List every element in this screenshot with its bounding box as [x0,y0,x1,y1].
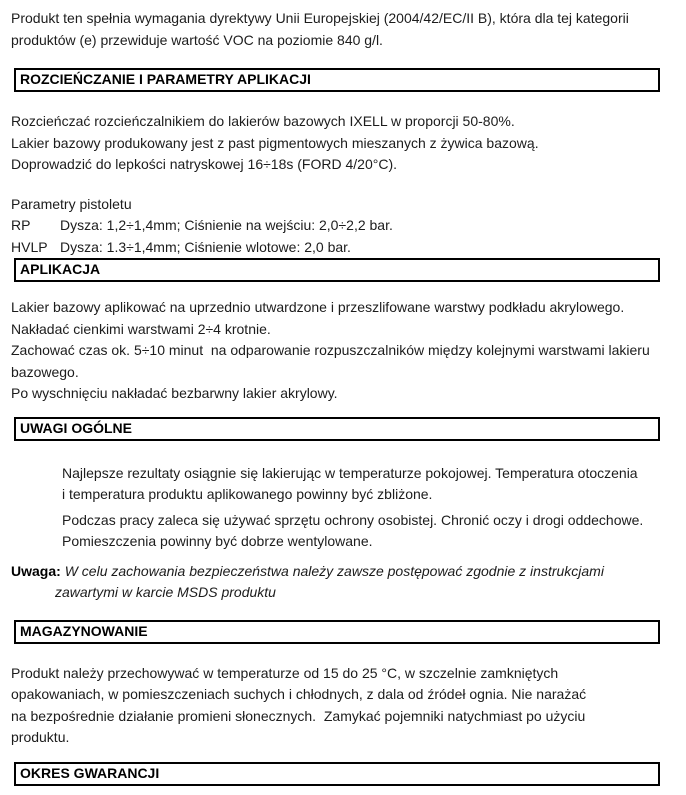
dilution-line-1: Rozcieńczać rozcieńczalnikiem do lakierów bazowych IXELL w proporcji 50-80%. [11,113,515,129]
application-line-4: bazowego. [11,363,79,380]
section-header-general-notes: UWAGI OGÓLNE [14,417,660,441]
gun-type-label: HVLP [11,238,48,255]
general-notes-line-4: Pomieszczenia powinny być dobrze wentylowane. [62,533,373,549]
storage-line-2: opakowaniach, w pomieszczeniach suchych i chłodnych, z dala od źródeł ognia. Nie narażać [11,686,587,702]
intro-line-1: Produkt ten spełnia wymagania dyrektywy Unii Europejskiej (2004/42/EC/II B), która dla tej kategorii [11,10,629,26]
section-header-warranty: OKRES GWARANCJI [14,762,660,786]
application-line-3: Zachować czas ok. 5÷10 minut na odparowanie rozpuszczalników między kolejnymi warstwami lakieru [11,342,650,358]
dilution-line-3: Doprowadzić do lepkości natryskowej 16÷18s (FORD 4/20°C). [11,156,397,172]
section-header-dilution: ROZCIEŃCZANIE I PARAMETRY APLIKACJI [14,68,660,92]
note-label: Uwaga: [11,562,61,579]
intro-paragraph [11,8,660,51]
storage-paragraph [11,663,660,749]
application-line-5: Po wyschnięciu nakładać bezbarwny lakier akrylowy. [11,385,338,401]
safety-note-line-2: zawartymi w karcie MSDS produktu [55,584,276,600]
general-notes-indented-block [62,463,660,553]
section-header-storage: MAGAZYNOWANIE [14,620,660,644]
storage-line-4: produktu. [11,729,70,745]
gun-spec-value: Dysza: 1,2÷1,4mm; Ciśnienie na wejściu: 2,0÷2,2 bar. [60,217,393,233]
storage-line-3: na bezpośrednie działanie promieni słonecznych. Zamykać pojemniki natychmiast po użyciu [11,707,586,724]
general-notes-paragraph-2 [62,510,660,553]
general-notes-line-1: Najlepsze rezultaty osiągnie się lakierując w temperaturze pokojowej. Temperatura otoczenia [62,464,638,481]
intro-line-2: produktów (e) przewiduje wartość VOC na poziomie 840 g/l. [11,31,383,48]
gun-parameters-row-rp [11,215,660,237]
dilution-line-2: Lakier bazowy produkowany jest z past pigmentowych mieszanych z żywica bazową. [11,134,539,151]
general-notes-line-3: Podczas pracy zaleca się używać sprzętu ochrony osobistej. Chronić oczy i drogi oddechowe. [62,511,644,528]
dilution-paragraph [11,111,660,176]
application-paragraph [11,297,660,405]
gun-parameters-title: Parametry pistoletu [11,195,132,212]
gun-type-label: RP [11,217,31,233]
note-text: W celu zachowania bezpieczeństwa należy zawsze postępować zgodnie z instrukcjami [64,562,604,579]
storage-line-1: Produkt należy przechowywać w temperaturze od 15 do 25 °C, w szczelnie zamkniętych [11,664,559,681]
section-header-application: APLIKACJA [14,258,660,282]
application-line-2: Nakładać cienkimi warstwami 2÷4 krotnie. [11,320,271,337]
gun-parameters-row-hvlp [11,237,660,259]
general-notes-line-2: i temperatura produktu aplikowanego powinny być zbliżone. [62,486,433,502]
gun-spec-value: Dysza: 1.3÷1,4mm; Ciśnienie wlotowe: 2,0 bar. [60,238,351,255]
safety-note-line-1 [11,561,660,583]
safety-note [11,561,660,604]
application-line-1: Lakier bazowy aplikować na uprzednio utwardzone i przeszlifowane warstwy podkładu akrylowego. [11,299,625,315]
general-notes-paragraph-1 [62,463,660,506]
